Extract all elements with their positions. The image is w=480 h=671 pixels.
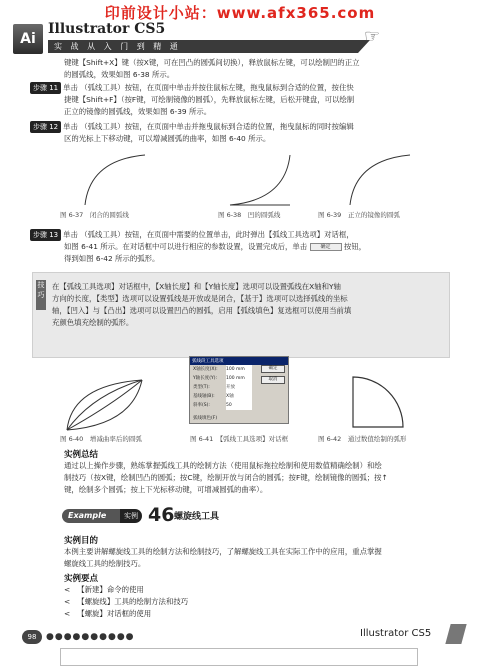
- page-number: 98: [22, 630, 42, 644]
- list-item: < 【螺旋线】工具的绘制方法和技巧: [64, 597, 189, 606]
- book-title: Illustrator CS5: [48, 21, 166, 37]
- watermark: 印前设计小站：www.afx365.com: [104, 4, 376, 22]
- ok-button-inline: 确定: [310, 243, 342, 251]
- ok-button[interactable]: 确定: [261, 365, 285, 373]
- arc-options-dialog: 弧线段工具选项 X轴长度(X): Y轴长度(Y): 类型(T): 基线轴(B): 斜率(S): 100 mm 100 mm 开放 X轴 50 确定 取消 弧线填色(F): [189, 356, 289, 424]
- book-subtitle: 实 战 从 入 门 到 精 通: [48, 40, 358, 53]
- example-number: 46: [148, 504, 175, 526]
- slope-field[interactable]: 50: [226, 401, 252, 410]
- figure-6-38: [225, 150, 295, 210]
- type-select[interactable]: 开放: [226, 383, 252, 392]
- step-12: 步骤 12 单击 （弧线工具）按钮，在页面中单击并拖曳鼠标到合适的位置，拖曳鼠标的同时按编辑 区的光标上下移动键，可以增减圆弧的曲率，如图 6-40 所示。: [30, 121, 460, 145]
- fill-arc-checkbox[interactable]: 弧线填色(F): [193, 416, 218, 421]
- step-tag: 步骤 12: [30, 121, 61, 133]
- figure-6-39: [345, 150, 415, 210]
- summary-heading: 实例总结: [64, 450, 99, 460]
- figure-6-40: [62, 375, 147, 435]
- purpose-text: 本例主要讲解螺旋线工具的绘制方法和绘制技巧，了解螺旋线工具在实际工作中的应用，重点掌握 螺旋线工具的绘制技巧。: [64, 547, 382, 568]
- footer-dots: ●●●●●●●●●●: [46, 632, 135, 642]
- footer-product: Illustrator CS5: [360, 628, 432, 639]
- y-length-field[interactable]: 100 mm: [226, 374, 252, 383]
- cancel-button[interactable]: 取消: [261, 376, 285, 384]
- tip-tag: 技巧: [36, 280, 46, 310]
- step-13: 步骤 13 单击 （弧线工具）按钮，在页面中需要的位置单击，此时弹出【弧线工具选项】对话框， 如图 6-41 所示。在对话框中可以进行相应的参数设置，设置完成后，单击 确定 按钮， 得到如图 6-42 所示的弧形。: [30, 229, 460, 265]
- step-tag: 步骤 11: [30, 82, 61, 94]
- list-item: < 【新建】命令的使用: [64, 585, 144, 594]
- bottom-frame: [60, 648, 418, 666]
- example-badge: Example: [62, 509, 120, 523]
- bullet-icon: <: [64, 585, 78, 594]
- x-length-field[interactable]: 100 mm: [226, 365, 252, 374]
- caption-6-39: 图 6-39 正立的镜像的圆弧: [318, 211, 400, 219]
- ai-logo-icon: Ai: [13, 24, 43, 54]
- figure-6-42: [348, 372, 408, 432]
- example-title: 螺旋线工具: [174, 512, 220, 522]
- example-badge-cn: 实例: [120, 509, 142, 523]
- tip-text: 在【弧线工具选项】对话框中，【X轴长度】和【Y轴长度】选项可以设置弧线在X轴和Y轴 方向的长度，【类型】选项可以设置弧线是开放或是闭合，【基于】选项可以选择弧线的坐标 轴，【凹入】与【凸出】选项可以设置凹凸的圆弧，启用【弧线填色】复选框可以使用当前填 充颜色填充绘制的弧形。: [52, 282, 352, 327]
- bullet-icon: <: [64, 597, 78, 606]
- footer-bar: [445, 624, 466, 644]
- pointing-hand-icon: ☞: [364, 26, 381, 47]
- caption-6-38: 图 6-38 凹的圆弧线: [218, 211, 281, 219]
- points-list: [64, 584, 188, 620]
- caption-6-40: 图 6-40 增减曲率后的圆弧: [60, 435, 142, 443]
- purpose-heading: 实例目的: [64, 536, 99, 546]
- figure-6-37: [80, 150, 150, 210]
- caption-6-41: 图 6-41 【弧线工具选项】对话框: [190, 435, 289, 443]
- points-heading: 实例要点: [64, 574, 99, 584]
- step-tag: 步骤 13: [30, 229, 61, 241]
- summary-text: 通过以上操作步骤，熟练掌握弧线工具的绘制方法（使用鼠标拖拉绘制和使用数值精确绘制）和绘 制技巧（按X键，绘制凹凸的圆弧；按C键，绘制开放与闭合的圆弧；按F键，绘制镜像的圆弧；按↑ 键，绘制多个圆弧；按上下光标移动键，可增减圆弧的曲率）。: [64, 461, 388, 494]
- list-item: < 【螺旋】对话框的使用: [64, 609, 152, 618]
- caption-6-37: 图 6-37 闭合的圆弧线: [60, 211, 129, 219]
- para-1: 键键【Shift+X】键（按X键，可在凹凸的圆弧间切换），释放鼠标左键，可以绘制凹的正立 的圆弧线，效果如图 6-38 所示。: [64, 58, 360, 79]
- caption-6-42: 图 6-42 通过数值绘制的弧形: [318, 435, 407, 443]
- bullet-icon: <: [64, 609, 78, 618]
- dialog-title: 弧线段工具选项: [190, 357, 288, 365]
- step-11: 步骤 11 单击 （弧线工具）按钮，在页面中单击并按住鼠标左键，拖曳鼠标到合适的位置，按住快 捷键【Shift+F】（按F键，可绘制镜像的圆弧），先释放鼠标左键，后松开键盘，可以绘制 正立的镜像的圆弧线，效果如图 6-39 所示。: [30, 82, 460, 118]
- base-axis-select[interactable]: X轴: [226, 392, 252, 401]
